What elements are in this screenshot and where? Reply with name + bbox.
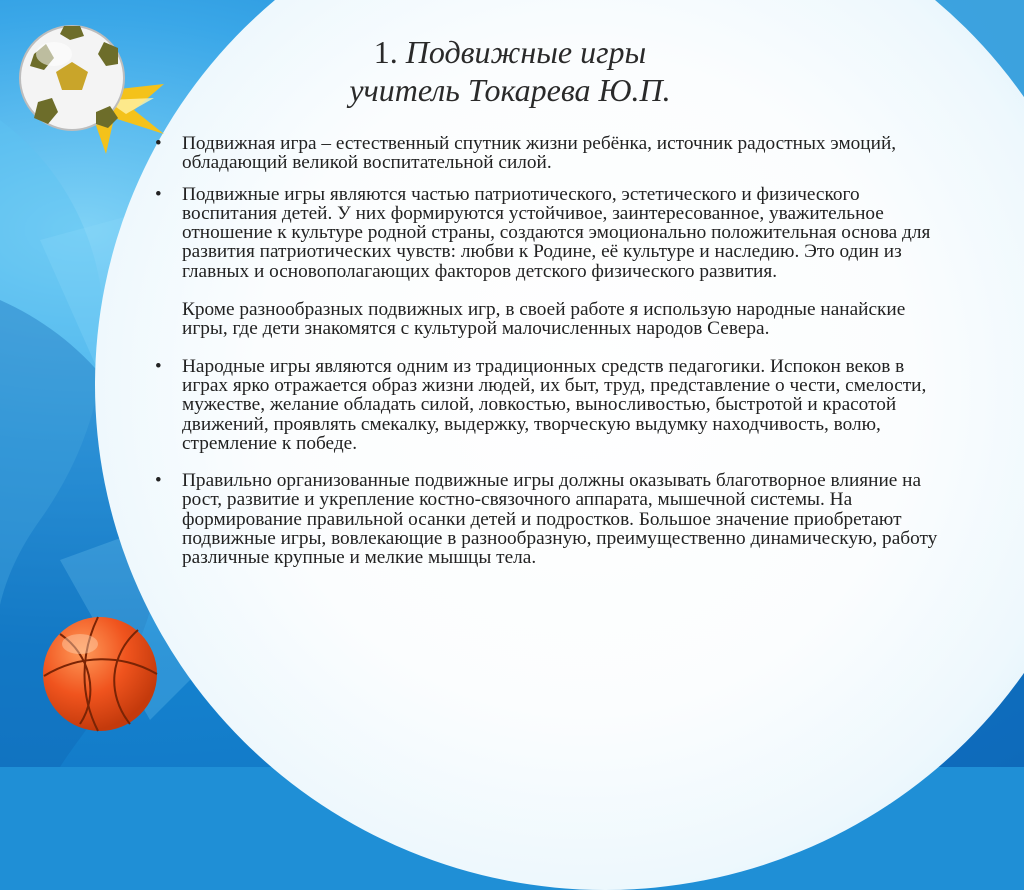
bullet-marker: •: [155, 470, 162, 492]
bullet-marker: •: [155, 355, 162, 377]
bullet-text-extra: Кроме разнообразных подвижных игр, в своей работе я использую народные нанайские игры, где дети знакомятся с культурой малочисленных народов Севера.: [182, 299, 906, 340]
basketball-icon: [40, 614, 162, 734]
title-number: 1.: [373, 34, 398, 70]
bullet-list: [155, 134, 955, 568]
bullet-text: Правильно организованные подвижные игры должны оказывать благотворное влияние на рост, развитие и укрепление костно-связочного аппарата, мышечной системы. На формирование правильной осанки детей и подростков. Большое значение приобретают подвижные игры, вовлекающие в разнообразную, преимущественно динамическую, работу различные крупные и мелкие мышцы тела.: [182, 470, 938, 569]
bullet-text: Подвижная игра – естественный спутник жизни ребёнка, источник радостных эмоций, обладающий великой воспитательной силой.: [182, 133, 897, 174]
title-text: Подвижные игры: [405, 34, 647, 70]
bullet-item: [155, 357, 955, 453]
bullet-item: [155, 134, 955, 173]
bullet-marker: •: [155, 133, 162, 154]
title-line-2: учитель Токарева Ю.П.: [349, 72, 671, 108]
bullet-marker: •: [155, 183, 162, 205]
title-line-1: [250, 33, 770, 71]
bullet-item: [155, 471, 955, 567]
soccer-ball-icon: [14, 14, 174, 164]
bullet-text: Подвижные игры являются частью патриотического, эстетического и физического воспитания детей. У них формируются устойчивое, заинтересованное, уважительное отношение к культуре родной страны, создаются эмоционально положительная основа для развития патриотических чувств: любви к Родине, её культуре и наследию. Это один из главных и основополагающих факторов детского физического развития.: [182, 183, 931, 282]
bullet-item: [155, 185, 955, 339]
bullet-text: Народные игры являются одним из традиционных средств педагогики. Испокон веков в играх ярко отражается образ жизни людей, их быт, труд, представление о чести, смелости, мужестве, желание обладать силой, ловкостью, выносливостью, быстротой и красотой движений, проявлять смекалку, выдержку, творческую выдумку находчивость, волю, стремление к победе.: [182, 355, 927, 454]
slide-title: [250, 33, 770, 109]
